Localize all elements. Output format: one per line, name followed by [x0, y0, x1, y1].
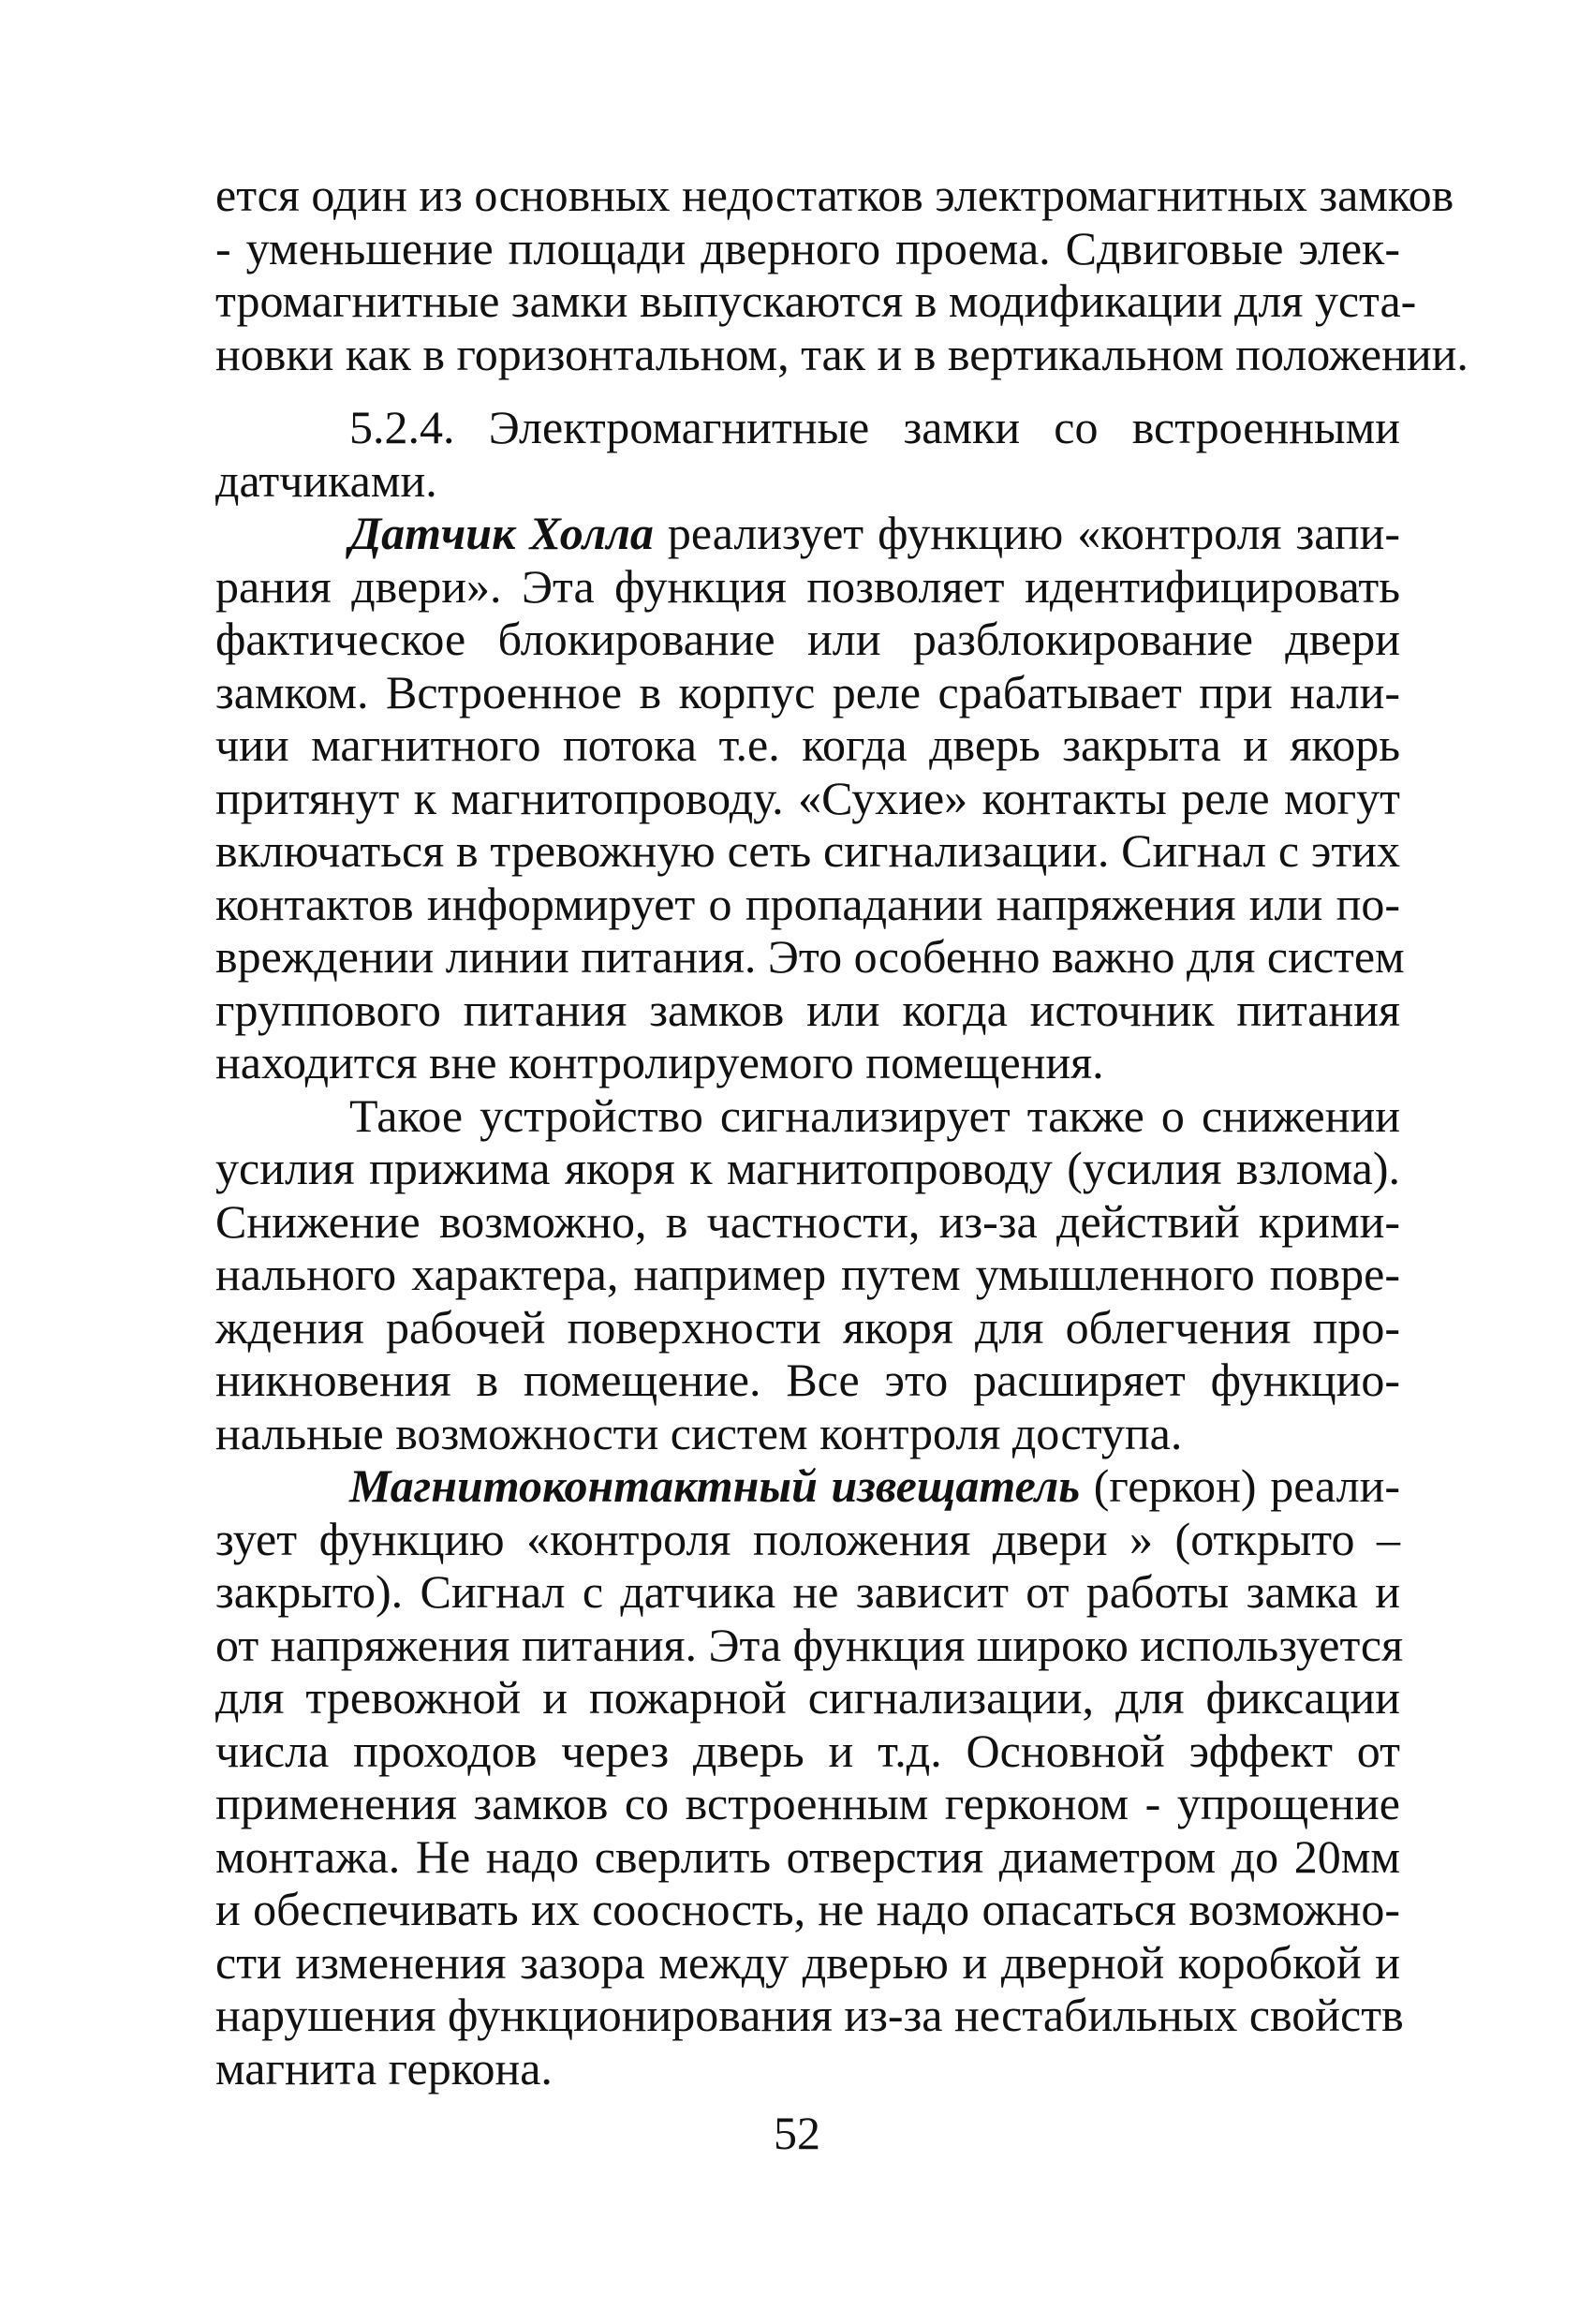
text-line: монтажа. Не надо сверлить отверстия диаметром до 20мм [215, 1829, 1400, 1883]
paragraph-hall-sensor [215, 507, 1405, 1089]
text-line: и обеспечивать их соосность, не надо опасаться возможно- [215, 1883, 1400, 1935]
text-line: новки как в горизонтальном, так и в вертикальном положении. [215, 327, 1469, 380]
text-line: от напряжения питания. Эта функция широко используется [215, 1618, 1404, 1671]
text-line: - уменьшение площади дверного проема. Сдвиговые элек- [215, 221, 1400, 274]
text-line: находится вне контролируемого помещения. [215, 1036, 1104, 1088]
text-line: для тревожной и пожарной сигнализации, для фиксации [215, 1671, 1400, 1724]
text-line: Снижение возможно, в частности, из-за действий крими- [215, 1194, 1400, 1248]
text-line: никновения в помещение. Все это расширяет функцио- [215, 1354, 1400, 1406]
text-line: притянут к магнитопроводу. «Сухие» контакты реле могут [215, 771, 1400, 824]
text-line: фактическое блокирование или разблокирование двери [215, 613, 1400, 665]
text-line: контактов информирует о пропадании напряжения или по- [215, 877, 1400, 930]
section-heading-line: датчиками. [215, 453, 437, 507]
text-line: применения замков со встроенным герконом - упрощение [215, 1777, 1400, 1829]
paragraph-device [215, 1089, 1400, 1460]
text-line: нальные возможности систем контроля доступа. [215, 1406, 1183, 1459]
text-line: нарушения функционирования из-за нестабильных свойств [215, 1989, 1404, 2041]
text-line: числа проходов через дверь и т.д. Основной эффект от [215, 1724, 1400, 1777]
paragraph-reed-switch [215, 1459, 1404, 2095]
term-reed-switch: Магнитоконтактный извещатель [349, 1459, 1081, 1512]
text-line: зует функцию «контроля положения двери » (открыто – [215, 1512, 1400, 1565]
text-line: сти изменения зазора между дверью и дверной коробкой и [215, 1935, 1400, 1989]
page-number: 52 [774, 2107, 820, 2159]
text-fragment: реализует функцию «контроля запи- [653, 507, 1400, 559]
text-line: нального характера, например путем умышленного повре- [215, 1248, 1400, 1300]
section-heading-line: 5.2.4. Электромагнитные замки со встроенными [349, 401, 1400, 453]
text-fragment: (геркон) реали- [1080, 1459, 1400, 1512]
text-line: чии магнитного потока т.е. когда дверь закрыта и якорь [215, 718, 1400, 771]
text-line: рания двери». Эта функция позволяет идентифицировать [215, 559, 1400, 613]
text-line: группового питания замков или когда источник питания [215, 983, 1400, 1036]
text-line: Такое устройство сигнализирует также о снижении [349, 1088, 1400, 1142]
text-line: ждения рабочей поверхности якоря для облегчения про- [215, 1300, 1400, 1354]
paragraph-door-area [215, 169, 1469, 380]
text-line [215, 507, 1400, 560]
text-line: включаться в тревожную сеть сигнализации. Сигнал с этих [215, 824, 1400, 877]
text-line: замком. Встроенное в корпус реле срабатывает при нали- [215, 665, 1400, 718]
text-line [215, 1459, 1400, 1513]
page-body [215, 169, 1469, 2095]
text-line: закрыто). Сигнал с датчика не зависит от работы замка и [215, 1565, 1400, 1618]
text-line: тромагнитные замки выпускаются в модификации для уста- [215, 274, 1417, 327]
term-hall-sensor: Датчик Холла [349, 507, 654, 559]
section-heading [215, 401, 1400, 507]
text-line: усилия прижима якоря к магнитопроводу (усилия взлома). [215, 1142, 1400, 1194]
text-line: вреждении линии питания. Это особенно важно для систем [215, 930, 1405, 983]
text-line: ется один из основных недостатков электромагнитных замков [215, 169, 1454, 221]
text-line: магнита геркона. [215, 2041, 553, 2095]
